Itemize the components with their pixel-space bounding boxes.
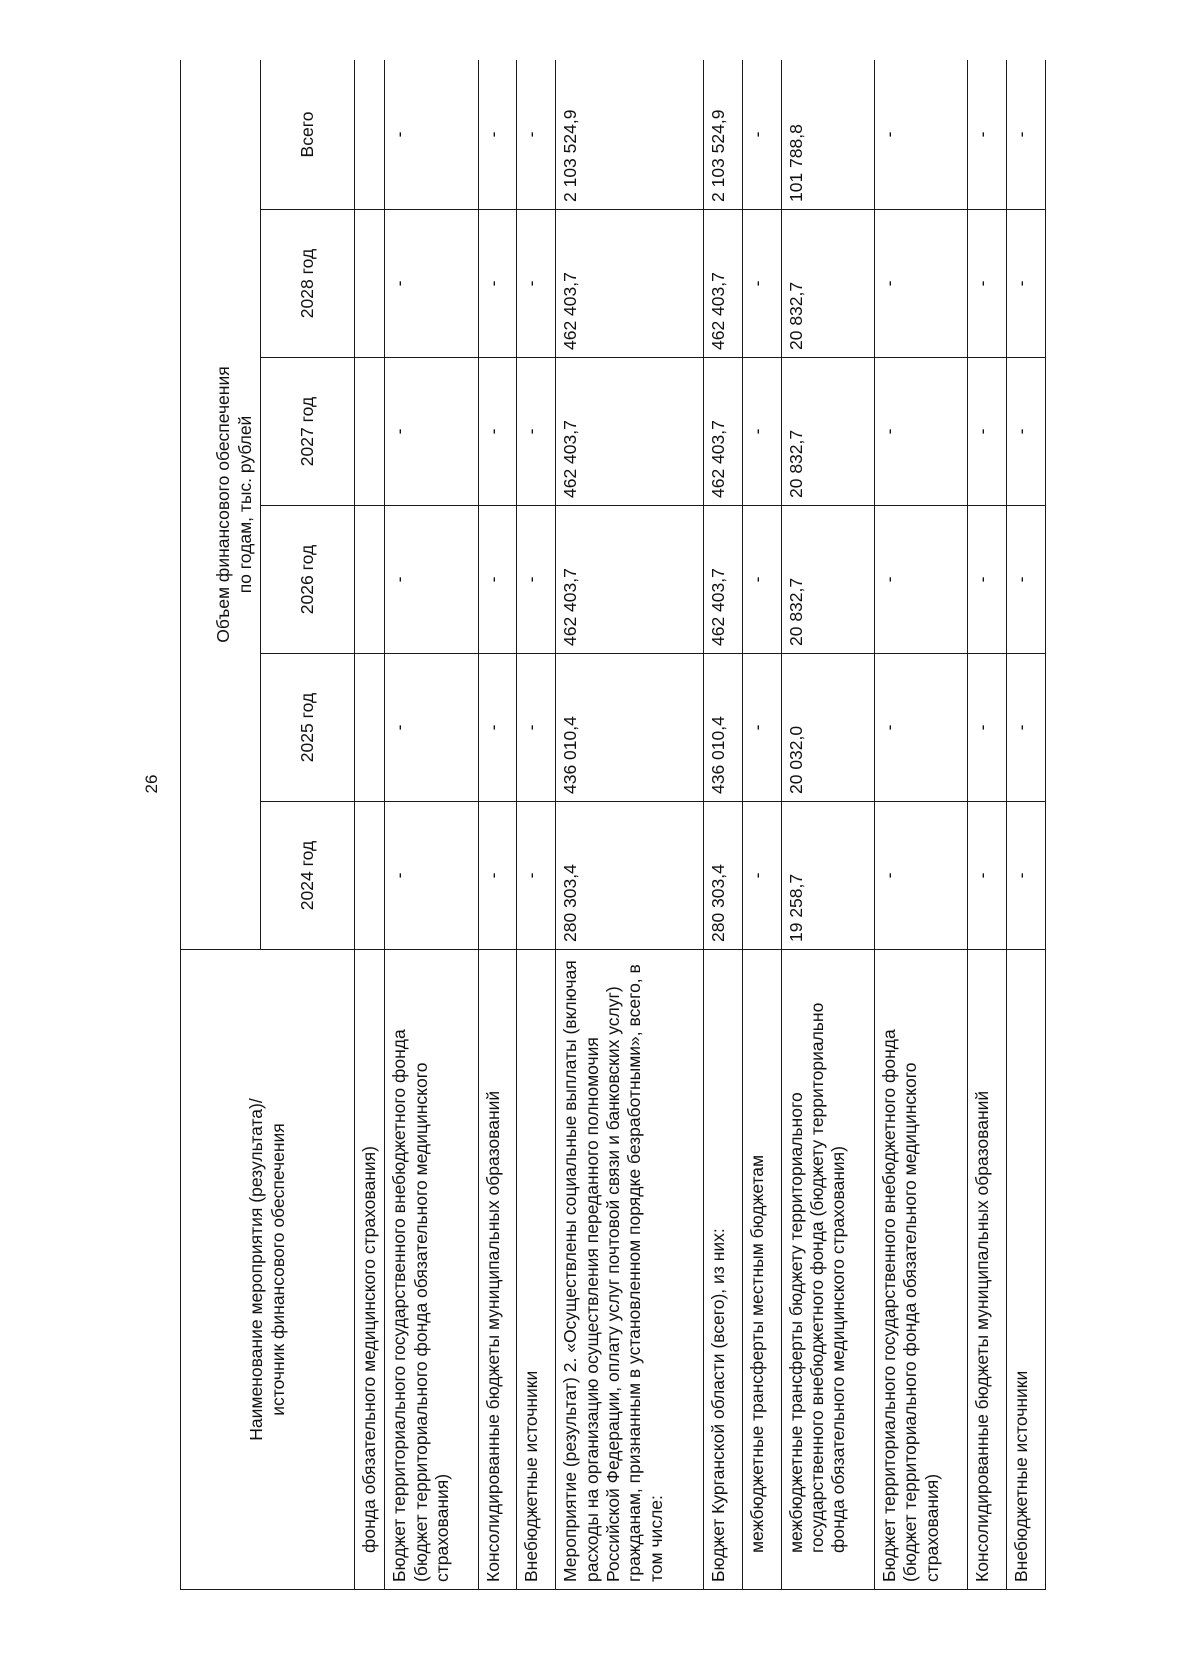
table-row — [968, 60, 1007, 1590]
row-value-2025: - — [517, 654, 556, 802]
row-name: фонда обязательного медицинского страхования) — [355, 950, 385, 1590]
row-value-2026: 462 403,7 — [704, 506, 743, 654]
row-value-2024: 280 303,4 — [556, 802, 704, 950]
header-year-2026: 2026 год — [261, 506, 355, 654]
table-row — [742, 60, 781, 1590]
table-row — [781, 60, 874, 1590]
row-value-2028: - — [517, 210, 556, 358]
row-value-2024: 280 303,4 — [704, 802, 743, 950]
row-value-2025: - — [385, 654, 478, 802]
row-value-2026: - — [385, 506, 478, 654]
row-value-total: 2 103 524,9 — [704, 60, 743, 210]
header-year-2025: 2025 год — [261, 654, 355, 802]
rotated-page-content — [180, 60, 1046, 1590]
header-volume-line2: по годам, тыс. рублей — [234, 415, 255, 594]
row-value-2024: - — [742, 802, 781, 950]
table-row — [478, 60, 517, 1590]
row-value-2026: - — [517, 506, 556, 654]
row-value-2024: - — [875, 802, 968, 950]
row-value-2028: - — [875, 210, 968, 358]
row-name: межбюджетные трансферты бюджету территориального государственного внебюджетного фонда (бюджету территориально фонда обязательного медицинского страхования) — [781, 950, 874, 1590]
row-value-total: - — [968, 60, 1007, 210]
row-value-total: 2 103 524,9 — [556, 60, 704, 210]
row-value-2026: - — [1007, 506, 1046, 654]
row-value-total: - — [742, 60, 781, 210]
row-value-2024: 19 258,7 — [781, 802, 874, 950]
row-name: Консолидированные бюджеты муниципальных образований — [478, 950, 517, 1590]
rotated-table-container — [180, 60, 1046, 1590]
row-name: межбюджетные трансферты местным бюджетам — [742, 950, 781, 1590]
row-value-2025 — [355, 654, 385, 802]
row-value-total: - — [385, 60, 478, 210]
row-name: Бюджет Курганской области (всего), из них: — [704, 950, 743, 1590]
row-value-2027: - — [385, 358, 478, 506]
row-value-2025: 436 010,4 — [556, 654, 704, 802]
row-value-2027: - — [478, 358, 517, 506]
row-value-2028: - — [478, 210, 517, 358]
row-value-2027: - — [875, 358, 968, 506]
row-value-2025: - — [742, 654, 781, 802]
header-year-2024: 2024 год — [261, 802, 355, 950]
row-value-2027: 462 403,7 — [556, 358, 704, 506]
row-value-2024: - — [478, 802, 517, 950]
row-value-total: - — [1007, 60, 1046, 210]
header-year-2027: 2027 год — [261, 358, 355, 506]
header-year-2028: 2028 год — [261, 210, 355, 358]
header-volume-line1: Объем финансового обеспечения — [213, 366, 234, 643]
row-value-2027: 20 832,7 — [781, 358, 874, 506]
row-value-total — [355, 60, 385, 210]
row-value-2025: - — [478, 654, 517, 802]
row-value-total: 101 788,8 — [781, 60, 874, 210]
financing-table — [180, 60, 1046, 1590]
table-row — [1007, 60, 1046, 1590]
row-value-2028 — [355, 210, 385, 358]
row-value-2027: - — [517, 358, 556, 506]
page-number: 26 — [142, 774, 161, 794]
row-name: Мероприятие (результат) 2. «Осуществлены социальные выплаты (включая расходы на организацию осуществления переданного полномочия Российской Федерации, оплату услуг почтовой связи и банковских услуг) гражданам, признанным в установленном порядке безработными», всего, в том числе: — [556, 950, 704, 1590]
row-value-2028: - — [1007, 210, 1046, 358]
table-row — [385, 60, 478, 1590]
row-value-2027: - — [968, 358, 1007, 506]
table-row — [875, 60, 968, 1590]
row-value-2026: 462 403,7 — [556, 506, 704, 654]
header-total: Всего — [261, 60, 355, 210]
row-value-2026: - — [742, 506, 781, 654]
row-value-total: - — [478, 60, 517, 210]
header-name-cell — [181, 950, 355, 1590]
row-value-2027: - — [1007, 358, 1046, 506]
row-value-2025: - — [875, 654, 968, 802]
row-value-2025: - — [968, 654, 1007, 802]
header-name-line2: источник финансового обеспечения — [267, 1123, 288, 1416]
row-value-2024: - — [968, 802, 1007, 950]
row-value-2024: - — [385, 802, 478, 950]
row-value-2028: - — [385, 210, 478, 358]
row-name: Бюджет территориального государственного внебюджетного фонда (бюджет территориального фонда обязательного медицинского страхования) — [875, 950, 968, 1590]
row-value-2028: 462 403,7 — [704, 210, 743, 358]
row-value-2026: - — [875, 506, 968, 654]
row-value-total: - — [517, 60, 556, 210]
row-name: Бюджет территориального государственного внебюджетного фонда (бюджет территориального фонда обязательного медицинского страхования) — [385, 950, 478, 1590]
row-value-2025: 436 010,4 — [704, 654, 743, 802]
row-value-2028: - — [968, 210, 1007, 358]
row-value-total: - — [875, 60, 968, 210]
row-value-2026: 20 832,7 — [781, 506, 874, 654]
row-value-2028: 20 832,7 — [781, 210, 874, 358]
row-value-2024 — [355, 802, 385, 950]
row-name: Консолидированные бюджеты муниципальных образований — [968, 950, 1007, 1590]
row-value-2024: - — [517, 802, 556, 950]
row-name: Внебюджетные источники — [517, 950, 556, 1590]
table-row — [517, 60, 556, 1590]
table-row — [704, 60, 743, 1590]
row-value-2024: - — [1007, 802, 1046, 950]
row-value-2026 — [355, 506, 385, 654]
row-value-2028: - — [742, 210, 781, 358]
table-row — [355, 60, 385, 1590]
row-name: Внебюджетные источники — [1007, 950, 1046, 1590]
row-value-2027: - — [742, 358, 781, 506]
table-row — [556, 60, 704, 1590]
row-value-2027: 462 403,7 — [704, 358, 743, 506]
row-value-2025: - — [1007, 654, 1046, 802]
header-volume-cell — [181, 60, 261, 950]
header-name-line1: Наименование мероприятия (результата)/ — [246, 1098, 267, 1441]
row-value-2028: 462 403,7 — [556, 210, 704, 358]
row-value-2027 — [355, 358, 385, 506]
row-value-2026: - — [968, 506, 1007, 654]
row-value-2026: - — [478, 506, 517, 654]
row-value-2025: 20 032,0 — [781, 654, 874, 802]
